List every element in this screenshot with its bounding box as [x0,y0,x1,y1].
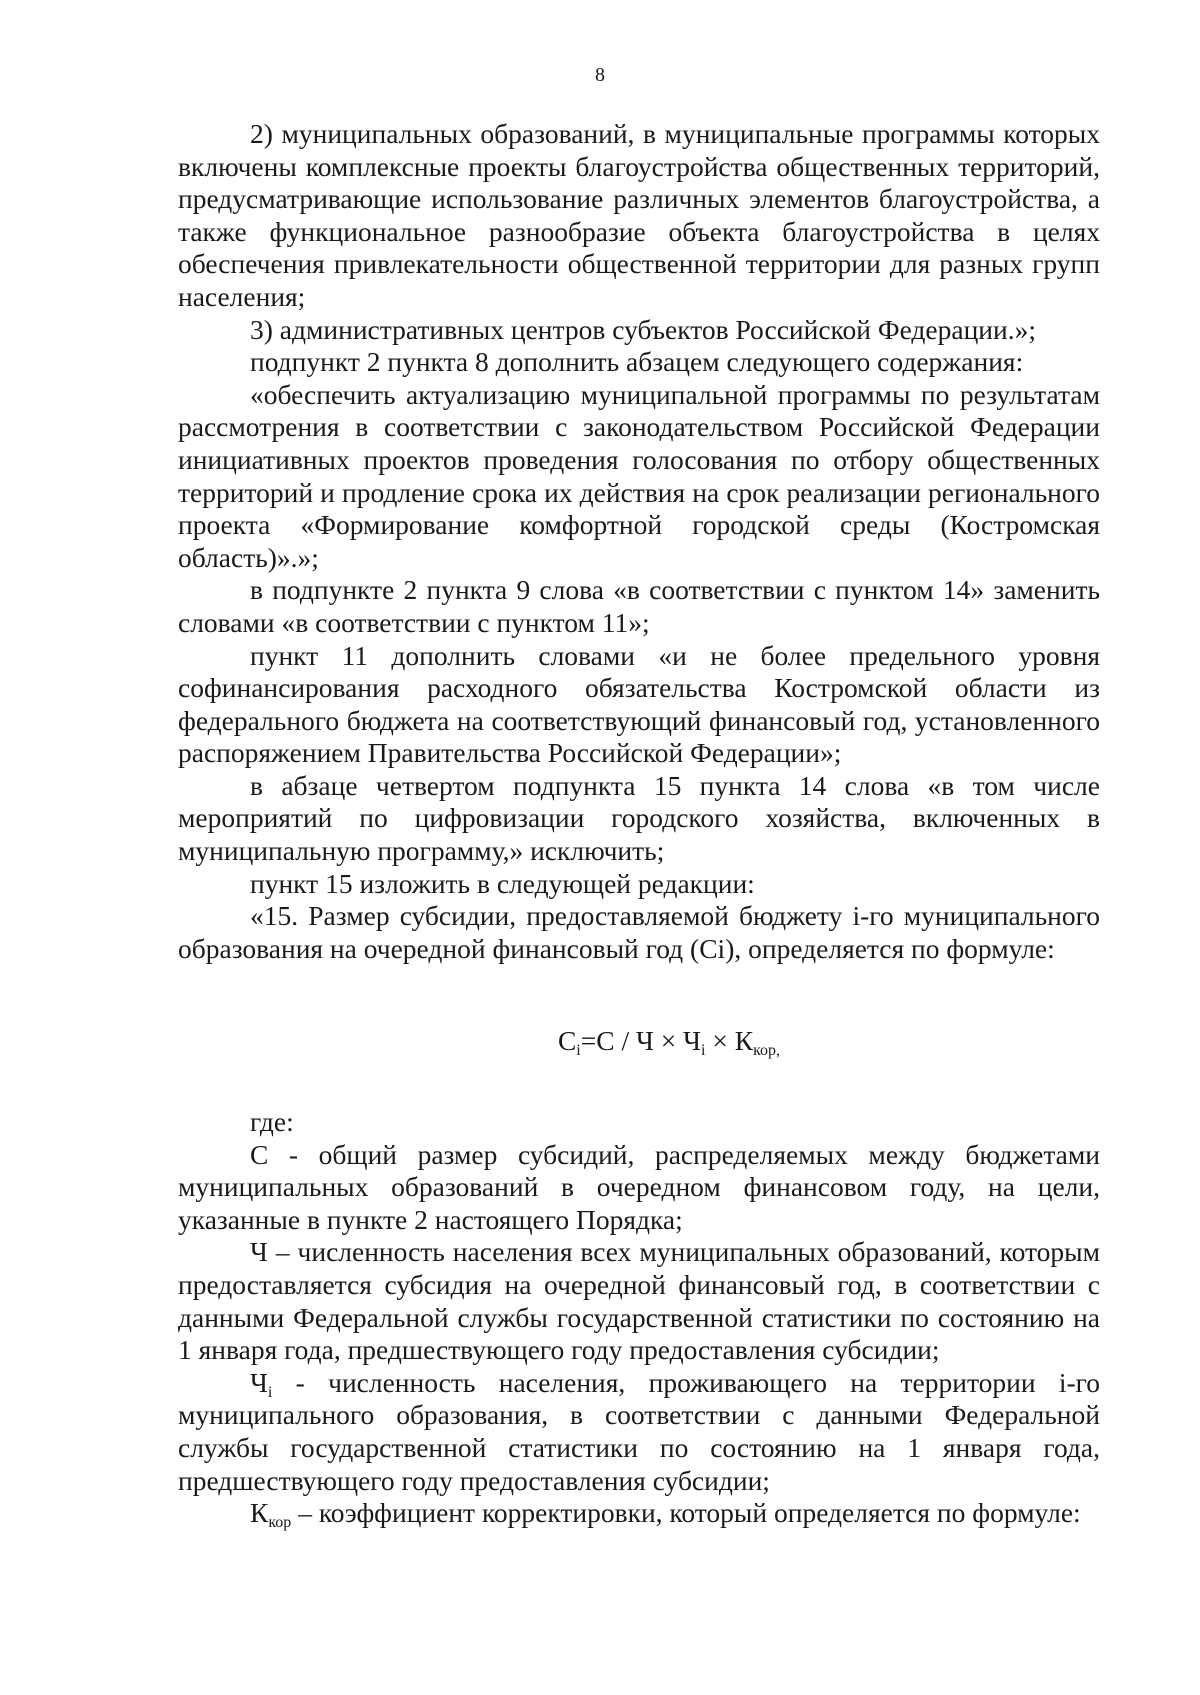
formula-middle: =С / Ч × Ч [580,1025,701,1057]
where-label: где: [250,1106,294,1138]
definition-k [178,1497,1100,1530]
formula-tail: × К [705,1025,754,1057]
paragraph: 2) муниципальных образований, в муниципальные программы которых включены комплексные проекты благоустройства общественных территорий, предусматривающие использование различных элементов благоустройства, а также функциональное разнообразие объекта благоустройства в целях обеспечения привлекательности общественной территории для разных групп населения; [178,118,1100,312]
subsidy-formula [178,1025,1100,1058]
paragraph: подпункт 2 пункта 8 дополнить абзацем следующего содержания: [250,346,1024,378]
formula-lhs-sub: i [576,1042,581,1060]
definition-k-sub: кор [268,1514,292,1532]
formula-middle-sub: i [701,1042,706,1060]
paragraph: в подпункте 2 пункта 9 слова «в соответствии с пунктом 14» заменить словами «в соответствии с пунктом 11»; [178,574,1100,638]
document-body [178,118,1100,1530]
definition-ch: Ч – численность населения всех муниципальных образований, которым предоставляется субсидия на очередной финансовый год, в соответствии с данными Федеральной службы государственной статистики по состоянию на 1 января года, предшествующего году предоставления субсидии; [178,1236,1100,1366]
paragraph: пункт 15 изложить в следующей редакции: [250,867,755,899]
formula-tail-sub: кор, [753,1042,781,1060]
definition-chi-sub: i [267,1383,273,1401]
definition-chi-text: - численность населения, проживающего на территории i-го муниципального образования, в соответствии с данными Федеральной службы государственной статистики по состоянию на 1 января года, предшествующего году предоставления субсидии; [178,1366,1100,1496]
paragraph: пункт 11 дополнить словами «и не более предельного уровня софинансирования расходного обязательства Костромской области из федерального бюджета на соответствующий финансовый год, установленного распоряжением Правительства Российской Федерации»; [178,639,1100,769]
paragraph: в абзаце четвертом подпункта 15 пункта 14 слова «в том числе мероприятий по цифровизации городского хозяйства, включенных в муниципальную программу,» исключить; [178,769,1100,867]
paragraph: 3) административных центров субъектов Российской Федерации.»; [250,313,1036,345]
definition-k-var: К [250,1497,269,1529]
definition-c: С - общий размер субсидий, распределяемых между бюджетами муниципальных образований в очередном финансовом году, на цели, указанные в пункте 2 настоящего Порядка; [178,1138,1100,1235]
paragraph: «обеспечить актуализацию муниципальной программы по результатам рассмотрения в соответствии с законодательством Российской Федерации инициативных проектов проведения голосования по отбору общественных территорий и продление срока их действия на срок реализации регионального проекта «Формирование комфортной городской среды (Костромская область)».»; [178,378,1100,573]
definition-chi [178,1367,1100,1497]
definition-k-text: – коэффициент корректировки, который определяется по формуле: [291,1497,1081,1529]
formula-lhs: С [557,1025,577,1057]
page-number: 8 [595,64,605,86]
definition-chi-var: Ч [250,1366,268,1398]
paragraph: «15. Размер субсидии, предоставляемой бюджету i-го муниципального образования на очередной финансовый год (Сi), определяется по формуле: [178,900,1100,964]
